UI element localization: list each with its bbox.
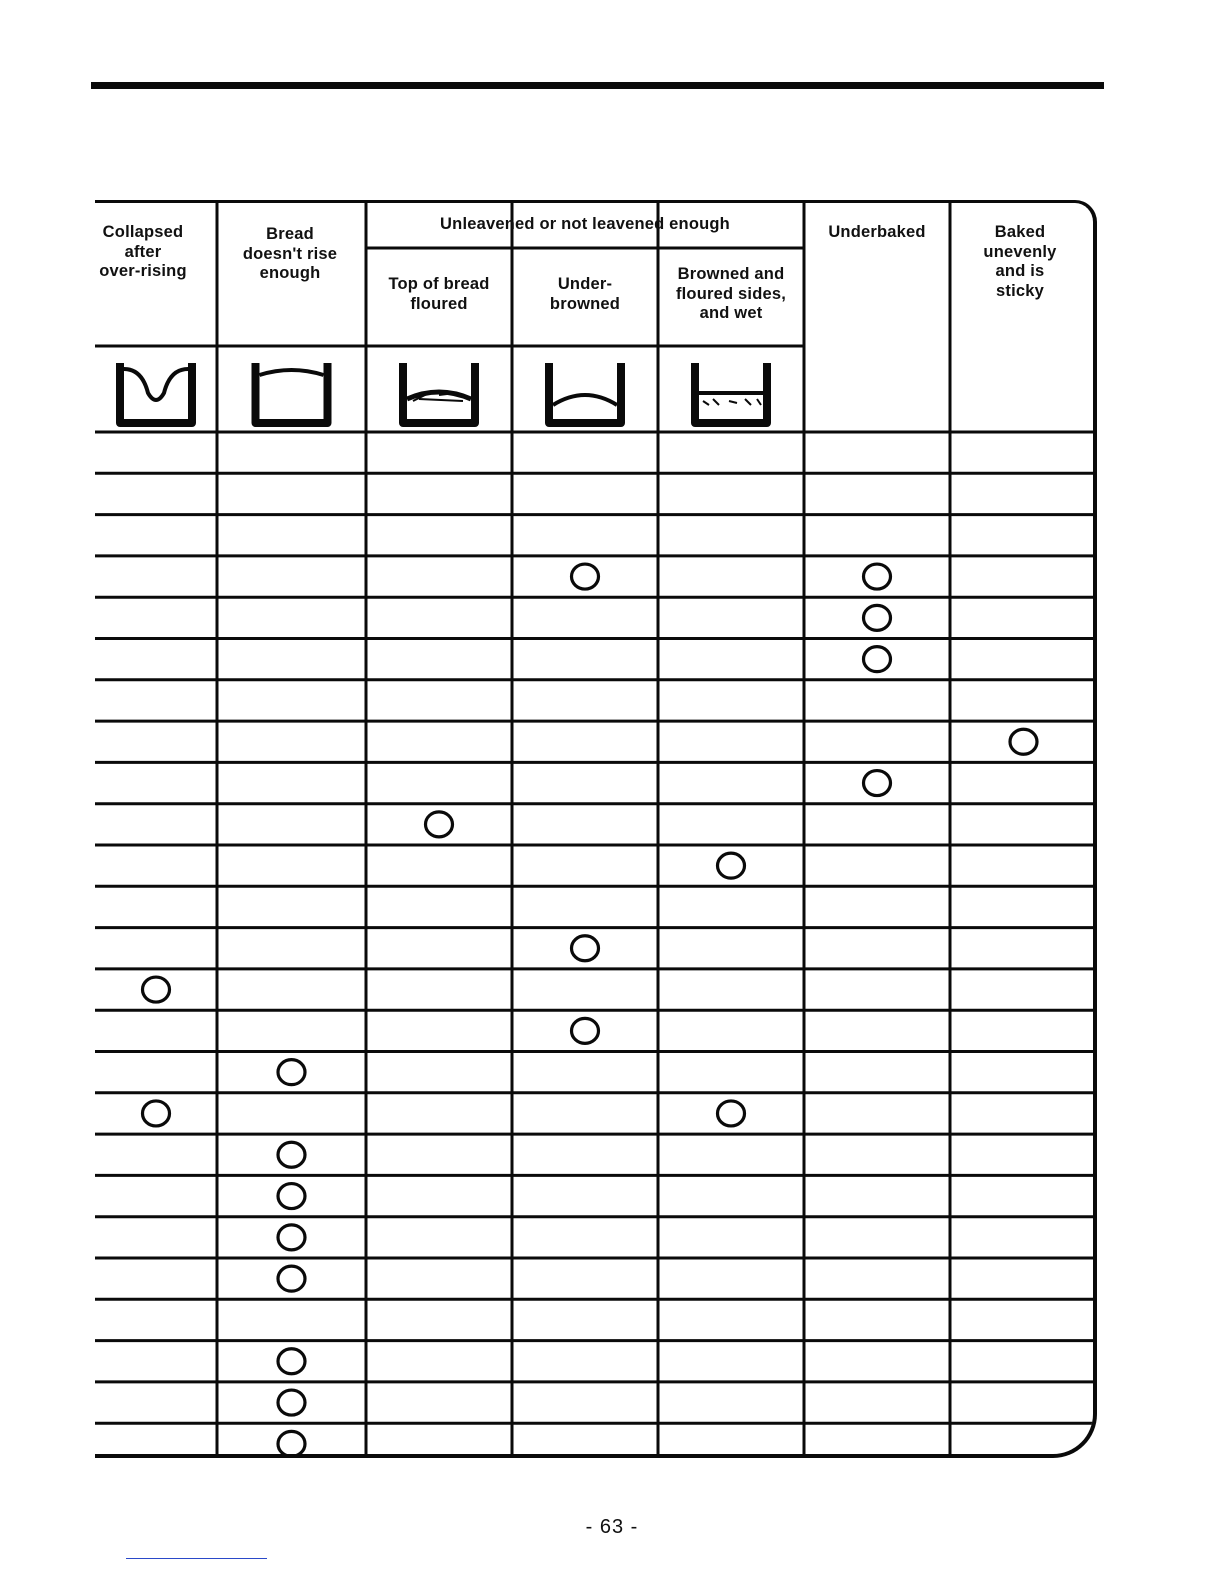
header-no-rise: Bread doesn't rise enough [242,225,338,282]
circle-mark [572,936,599,961]
header-group-unleavened: Unleavened or not leavened enough [440,215,730,233]
header-collapsed: Collapsed after over-rising [99,223,187,280]
circle-mark [718,1101,745,1126]
circle-mark [1010,729,1037,754]
low-loaf-icon [549,363,621,423]
circle-mark [278,1225,305,1250]
circle-mark [572,564,599,589]
circle-mark [278,1349,305,1374]
top-rule [91,82,1104,89]
floured-top-loaf-icon [403,363,475,423]
circle-mark [864,564,891,589]
header-under-browned: Under- browned [549,275,621,313]
circle-mark [572,1018,599,1043]
footer-link-underline [126,1558,267,1559]
circle-mark [278,1390,305,1415]
circle-mark [864,771,891,796]
header-browned-floured-wet: Browned and floured sides, and wet [675,265,787,322]
header-underbaked: Underbaked [828,223,926,241]
circle-mark [426,812,453,837]
circle-mark [278,1266,305,1291]
circle-mark [143,977,170,1002]
header-top-floured: Top of bread floured [388,275,490,313]
circle-mark [278,1060,305,1085]
troubleshooting-table [95,200,1097,1458]
collapsed-loaf-icon [120,363,192,423]
floured-sides-loaf-icon [695,363,767,423]
circle-mark [278,1142,305,1167]
circle-mark [143,1101,170,1126]
table-grid [95,203,1097,1458]
page-number: - 63 - [585,1516,639,1538]
flat-loaf-icon [256,363,328,423]
circle-mark [864,605,891,630]
circle-mark [278,1184,305,1209]
circle-mark [278,1431,305,1456]
circle-mark [864,647,891,672]
header-uneven-sticky: Baked unevenly and is sticky [983,223,1057,300]
circle-mark [718,853,745,878]
